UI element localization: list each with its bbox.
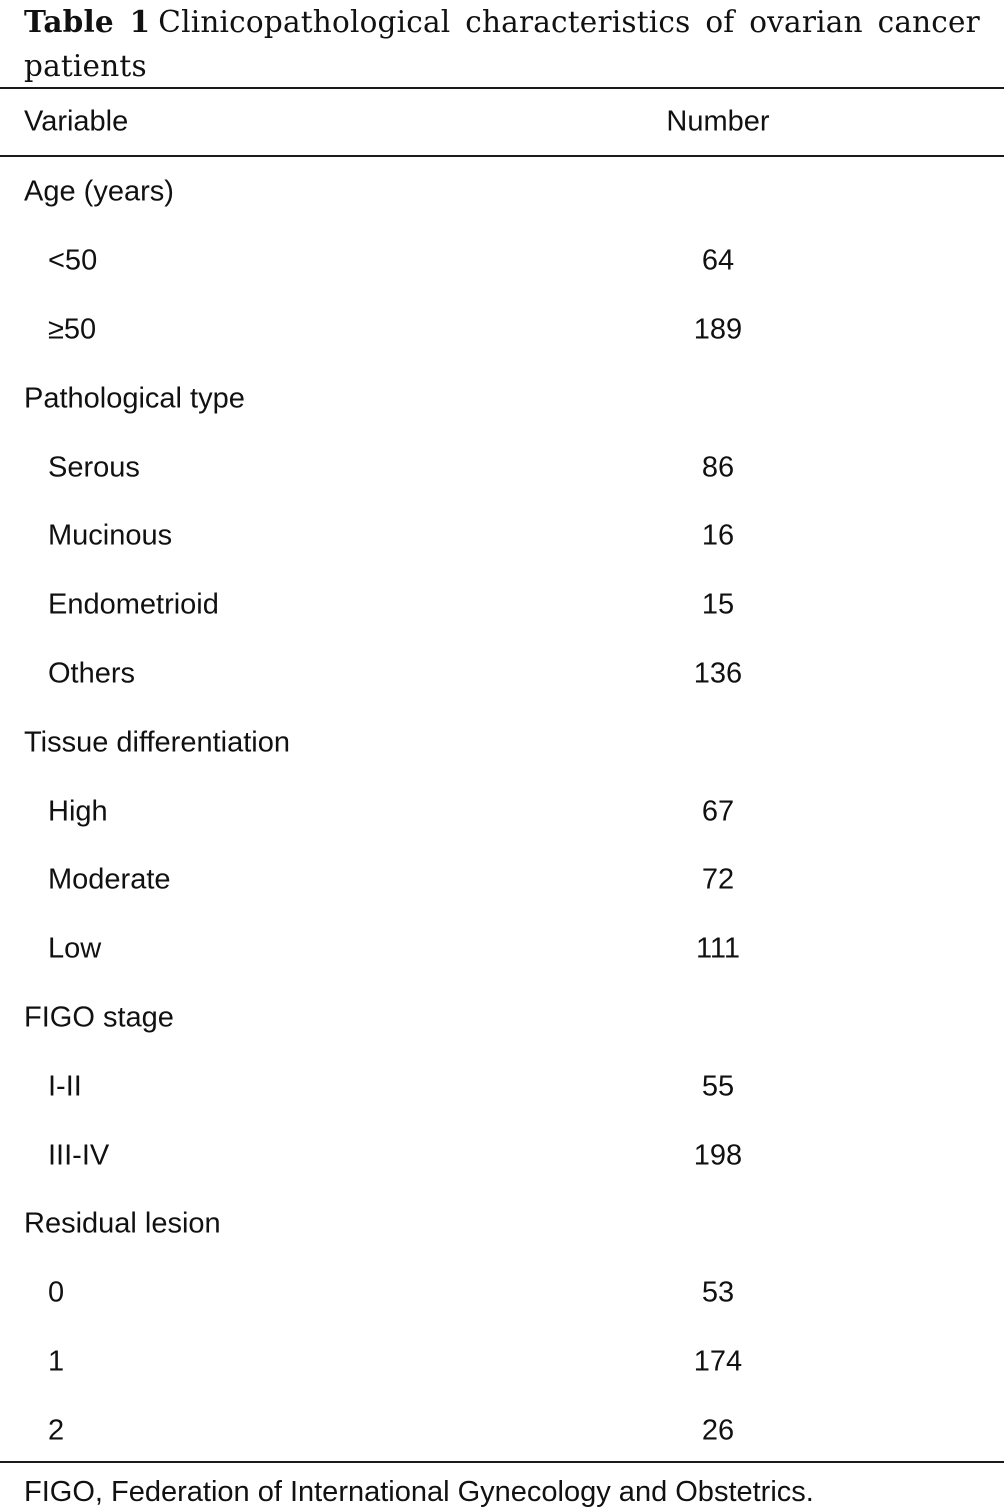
row-subcategory: 2 <box>48 1414 65 1447</box>
row-number: 174 <box>693 1345 743 1378</box>
table-header <box>0 89 1004 155</box>
row-subcategory: 1 <box>48 1345 65 1378</box>
row-number: 111 <box>695 932 741 965</box>
table-row <box>0 158 1004 227</box>
table-row <box>0 1328 1004 1397</box>
table-row <box>0 571 1004 640</box>
table-row <box>0 433 1004 502</box>
table-row <box>0 1121 1004 1190</box>
table-row <box>0 984 1004 1053</box>
row-subcategory: Endometrioid <box>48 588 219 621</box>
row-category: FIGO stage <box>24 1001 174 1034</box>
table-row <box>0 777 1004 846</box>
header-variable: Variable <box>24 105 129 138</box>
table-row <box>0 296 1004 365</box>
row-subcategory: High <box>48 795 108 828</box>
row-category: Tissue differentiation <box>24 726 290 759</box>
bottom-rule <box>0 1461 1004 1463</box>
table-row <box>0 640 1004 709</box>
table-row <box>0 708 1004 777</box>
row-category: Age (years) <box>24 175 174 208</box>
table-row <box>0 502 1004 571</box>
row-number: 67 <box>701 795 735 828</box>
table-caption <box>24 0 980 88</box>
header-number: Number <box>666 105 770 138</box>
table-row <box>0 1259 1004 1328</box>
row-number: 189 <box>693 313 743 346</box>
row-number: 26 <box>701 1414 735 1447</box>
row-number: 86 <box>701 451 735 484</box>
table-row <box>0 364 1004 433</box>
table-row <box>0 227 1004 296</box>
row-subcategory: III-IV <box>48 1139 110 1172</box>
row-subcategory: Moderate <box>48 863 171 896</box>
row-category: Residual lesion <box>24 1207 221 1240</box>
row-subcategory: I-II <box>48 1070 82 1103</box>
row-number: 53 <box>701 1276 735 1309</box>
header-rule <box>0 155 1004 157</box>
row-number: 15 <box>701 588 735 621</box>
row-subcategory: ≥50 <box>48 313 97 346</box>
table-footnote: FIGO, Federation of International Gynecology and Obstetrics. <box>24 1476 814 1508</box>
row-number: 136 <box>693 657 743 690</box>
row-number: 198 <box>693 1139 743 1172</box>
table-label: Table 1 <box>24 4 151 39</box>
row-subcategory: <50 <box>48 244 98 277</box>
row-number: 72 <box>701 863 735 896</box>
row-subcategory: Mucinous <box>48 519 173 552</box>
row-subcategory: 0 <box>48 1276 65 1309</box>
table-title: Clinicopathological characteristics of ovarian cancer patients <box>24 5 980 83</box>
table-row <box>0 846 1004 915</box>
table-row <box>0 1052 1004 1121</box>
table-row <box>0 1396 1004 1465</box>
row-number: 16 <box>701 519 735 552</box>
table-row <box>0 915 1004 984</box>
table-row <box>0 1190 1004 1259</box>
row-subcategory: Serous <box>48 451 140 484</box>
row-category: Pathological type <box>24 382 245 415</box>
row-subcategory: Low <box>48 932 102 965</box>
row-number: 64 <box>701 244 735 277</box>
row-number: 55 <box>701 1070 735 1103</box>
row-subcategory: Others <box>48 657 136 690</box>
